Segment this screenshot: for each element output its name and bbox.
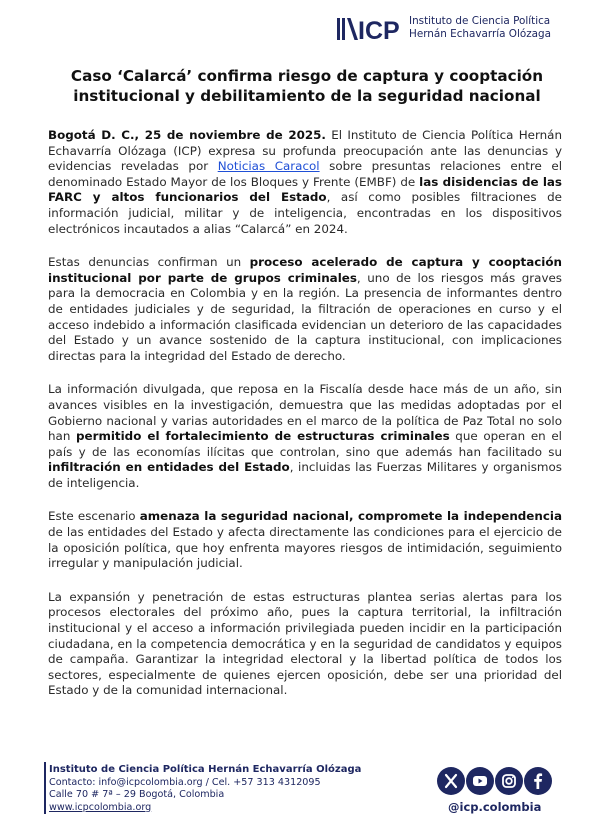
- footer-contact-line: Contacto: info@icpcolombia.org / Cel. +57 313 4312095: [49, 776, 321, 788]
- p4-text-2: de las entidades del Estado y afecta directamente las condiciones para el ejercicio de la oposición política, que hoy enfrenta mayores riesgos de intimidación, seguimiento irregular y manipulación judicial.: [48, 525, 562, 571]
- p3-text-2: que operan en el país y de las economías ilícitas que controlan, sino que además han facilitado su: [48, 429, 562, 459]
- p3-bold-2: infiltración en entidades del Estado: [48, 460, 290, 475]
- page-title: [40, 66, 574, 106]
- social-icons: [437, 767, 553, 797]
- noticias-caracol-link[interactable]: Noticias Caracol: [217, 159, 320, 174]
- social-handle: @icp.colombia: [448, 800, 542, 814]
- footer-contact: [49, 764, 389, 814]
- title-line-2: institucional y debilitamiento de la seguridad nacional: [73, 87, 541, 105]
- p4-bold-1: amenaza la seguridad nacional, compromete la independencia: [139, 509, 562, 524]
- title-line-1: Caso ‘Calarcá’ confirma riesgo de captura y cooptación: [70, 67, 544, 85]
- footer-website-link[interactable]: www.icpcolombia.org: [49, 801, 152, 813]
- facebook-icon[interactable]: [524, 767, 552, 795]
- paragraph-1: [48, 128, 562, 237]
- footer-institution-name: Instituto de Ciencia Política Hernán Echavarría Olózaga: [49, 764, 362, 775]
- p2-bold-1: proceso acelerado de captura y cooptación institucional por parte de grupos criminales: [48, 255, 562, 285]
- logo-text: [409, 15, 567, 43]
- footer-divider: [44, 762, 46, 814]
- icp-logo-mark: [337, 15, 403, 43]
- youtube-icon[interactable]: [466, 767, 494, 795]
- p2-text-2: , uno de los riesgos más graves para la democracia en Colombia y en la región. La presencia de informantes dentro de entidades judiciales y de seguridad, la filtración de operaciones en curso y el acceso indebido a información clasificada evidencian un deterioro de las capacidades del Estado y un avance sostenido de la captura institucional, con implicaciones directas para la integridad del Estado de derecho.: [48, 270, 562, 363]
- p3-text-3: , incluidas las Fuerzas Militares y organismos de inteligencia.: [48, 460, 562, 490]
- p1-text-2: sobre presuntas relaciones entre el denominado Estado Mayor de los Bloques y Frente (EMBF) de: [48, 159, 563, 189]
- p4-text-1: Este escenario: [48, 509, 140, 524]
- dateline: Bogotá D. C., 25 de noviembre de 2025.: [48, 128, 326, 142]
- p1-text-3: , así como posibles filtraciones de información judicial, militar y de inteligencia, encontradas en los dispositivos electrónicos incautados a alias “Calarcá” en 2024.: [48, 190, 562, 236]
- logo-line-2: Hernán Echavarría Olózaga: [409, 28, 552, 40]
- p3-bold-1: permitido el fortalecimiento de estructuras criminales: [76, 429, 450, 444]
- paragraph-5: [48, 590, 562, 699]
- paragraph-4: [48, 509, 562, 571]
- p1-text-1: El Instituto de Ciencia Política Hernán Echavarría Olózaga (ICP) expresa su profunda preocupación ante las denuncias y evidencias reveladas por: [48, 128, 563, 174]
- p3-text-1: La información divulgada, que reposa en la Fiscalía desde hace más de un año, sin avances visibles en la investigación, demuestra que las medidas adoptadas por el Gobierno nacional y varias autoridades en el marco de la política de Paz Total no solo han: [48, 382, 562, 444]
- instagram-icon[interactable]: [495, 767, 523, 795]
- p2-text-1: Estas denuncias confirman un: [48, 255, 250, 270]
- footer-address: Calle 70 # 7ª – 29 Bogotá, Colombia: [49, 789, 225, 800]
- press-release-body: [48, 128, 562, 717]
- p1-bold-1: las disidencias de las FARC y altos funcionarios del Estado: [48, 174, 563, 205]
- logo-line-1: Instituto de Ciencia Política: [409, 15, 551, 27]
- paragraph-3: [48, 382, 562, 491]
- paragraph-2: [48, 255, 562, 364]
- x-icon[interactable]: [437, 767, 465, 795]
- icp-logo: [337, 15, 567, 43]
- p5-text-1: La expansión y penetración de estas estructuras plantea serias alertas para los procesos electorales del próximo año, pues la captura territorial, la infiltración institucional y el acceso a información privilegiada pueden incidir en la participación ciudadana, en la competencia democrática y en la seguridad de candidatos y equipos de campaña. Garantizar la integridad electoral y la libertad política de todos los sectores, especialmente de quienes ejercen oposición, debe ser una prioridad del Estado y de la comunidad internacional.: [48, 589, 562, 698]
- logo-acronym: ICP: [358, 17, 400, 43]
